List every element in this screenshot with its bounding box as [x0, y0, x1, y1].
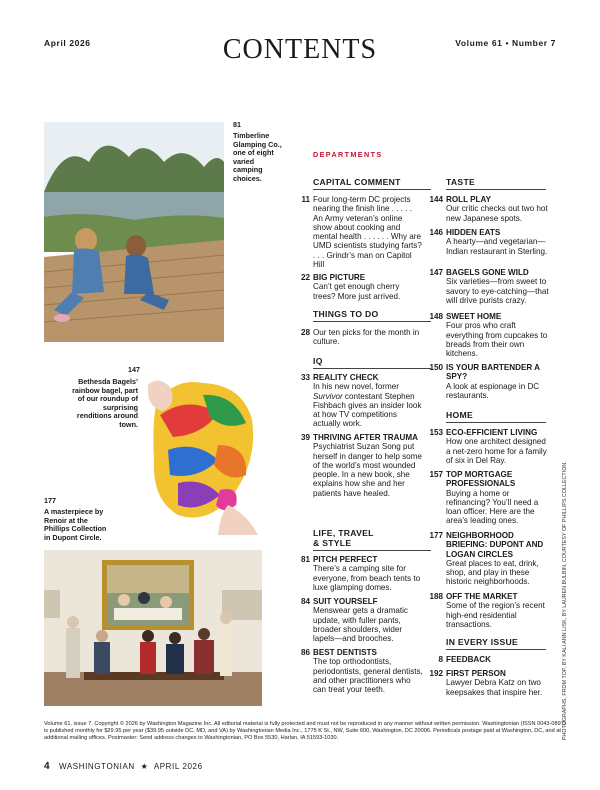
entry-description: Great places to eat, drink, shop, and play in these historic neighborhoods.	[446, 558, 539, 587]
entry-description: There’s a camping site for everyone, from beach tents to luxe glamping domes.	[313, 564, 421, 592]
toc-entry[interactable]	[300, 373, 423, 429]
entry-page: 81	[300, 555, 310, 564]
entry-description: A hearty—and vegetarian—Indian restaurant in Sterling.	[446, 237, 548, 256]
entry-text-pre: In his new novel, former	[313, 382, 399, 392]
toc-entry[interactable]	[429, 592, 550, 629]
entry-title: BIG PICTURE	[313, 273, 366, 282]
toc-entry[interactable]	[429, 428, 550, 465]
toc-entry[interactable]	[300, 328, 423, 347]
entry-title: REALITY CHECK	[313, 373, 379, 382]
section-title-line1: LIFE, TRAVEL	[313, 528, 374, 538]
entry-description: Lawyer Debra Katz on two keepsakes that inspire her.	[446, 678, 543, 697]
entry-title: TOP MORTGAGE PROFESSIONALS	[446, 470, 516, 489]
entry-title: HIDDEN EATS	[446, 228, 501, 237]
entry-description: The top orthodontists, periodontists, general dentists, and other practitioners who can treat your teeth.	[313, 657, 423, 695]
toc-entry[interactable]	[429, 363, 550, 400]
entry-page: 147	[429, 268, 443, 277]
glamping-illustration	[44, 122, 224, 342]
entry-title: BEST DENTISTS	[313, 648, 377, 657]
entry-page: 153	[429, 428, 443, 437]
entry-title: FEEDBACK	[446, 655, 491, 664]
toc-entry[interactable]	[300, 433, 423, 498]
toc-entry[interactable]	[300, 273, 423, 301]
caption-page-147: 147	[128, 365, 140, 374]
entry-title: PITCH PERFECT	[313, 555, 378, 564]
entry-title: THRIVING AFTER TRAUMA	[313, 433, 418, 442]
entry-description: Menswear gets a dramatic update, with fuller pants, broader shoulders, wider lapels—and brooches.	[313, 606, 408, 644]
entry-title: SUIT YOURSELF	[313, 597, 378, 606]
entry-description: Four pros who craft everything from cupcakes to breads from their own kitchens.	[446, 321, 548, 359]
entry-page: 11	[301, 195, 310, 204]
caption-bagel: Bethesda Bagels’ rainbow bagel, part of our roundup of surprising renditions around town.	[72, 377, 138, 429]
section-iq: IQ	[313, 356, 431, 369]
publication-name: WASHINGTONIAN	[59, 762, 135, 771]
entry-page: 86	[300, 648, 310, 657]
entry-title: IS YOUR BARTENDER A SPY?	[446, 363, 540, 382]
photo-credit-text: PHOTOGRAPHS, FROM TOP, BY KALI ANN LISK, BY LAUREN BULBIN, COURTESY OF PHILLIPS COLLECTION.	[562, 461, 568, 740]
entry-page: 144	[429, 195, 443, 204]
toc-entry[interactable]	[429, 195, 550, 223]
footer-date: APRIL 2026	[153, 762, 203, 771]
entry-page: 22	[300, 273, 310, 282]
caption-page-81: 81	[233, 120, 241, 129]
section-title-line2: & STYLE	[313, 538, 352, 548]
entry-title: FIRST PERSON	[446, 669, 506, 678]
entry-page: 192	[429, 669, 443, 678]
caption-renoir: A masterpiece by Renoir at the Phillips Collection in Dupont Circle.	[44, 507, 107, 542]
section-taste: TASTE	[446, 177, 546, 190]
entry-page: 84	[300, 597, 310, 606]
entry-page: 148	[429, 312, 443, 321]
caption-page-177: 177	[44, 496, 56, 505]
toc-entry[interactable]	[429, 470, 550, 526]
toc-entry[interactable]	[438, 655, 550, 664]
page-number: 4	[44, 761, 51, 772]
entry-page: 177	[429, 531, 443, 540]
legal-notice: Volume 61, issue 7. Copyright © 2026 by Washington Magazine Inc. All editorial material is fully protected and must not be reproduced in any manner without written permission. Washingtonian (ISSN 0043-0897) is published monthly for $29.95 per year ($39.95 outside DC, MD, and VA) by Washingtonian Media Inc., 1775 K St., NW, Suite 600, Washington, DC 20006. Periodicals postage paid at Washington, DC, and at additional mailing offices. Postmaster: Send address changes to Washingtonian, PO Box 5530, Harlan, IA 51593-1030.	[44, 721, 566, 741]
entry-description: Four long-term DC projects nearing the finish line . . . . . An Army veteran’s online show about cooking and mental health . . . . . . Why are UMD scientists studying farts? . . . Grindr’s man on Capitol Hill	[313, 195, 422, 270]
rainbow-bagel-photo	[148, 365, 258, 535]
entry-title: OFF THE MARKET	[446, 592, 518, 601]
toc-entry[interactable]	[301, 195, 423, 270]
page-footer	[44, 761, 203, 772]
entry-description: Can’t get enough cherry trees? More just arrived.	[313, 282, 401, 301]
toc-entry[interactable]	[300, 597, 423, 644]
entry-description	[313, 382, 423, 428]
issue-date: April 2026	[44, 38, 91, 48]
entry-description: Our ten picks for the month in culture.	[313, 328, 420, 347]
entry-page: 157	[429, 470, 443, 479]
entry-title: SWEET HOME	[446, 312, 502, 321]
section-things-to-do: THINGS TO DO	[313, 309, 431, 322]
entry-page: 150	[429, 363, 443, 372]
entry-description: Psychiatrist Suzan Song put herself in danger to help some of the world’s most wounded people. In a new book, she explains how she and her patients have healed.	[313, 442, 422, 498]
photo-credit	[554, 461, 568, 740]
section-home: HOME	[446, 410, 546, 423]
entry-description: Six varieties—from sweet to savory to eye-catching—that will drive purists crazy.	[446, 277, 549, 305]
toc-entry[interactable]	[429, 228, 550, 256]
volume-number: Volume 61 • Number 7	[455, 38, 556, 48]
star-icon: ★	[140, 762, 149, 771]
entry-page: 39	[300, 433, 310, 442]
departments-label: DEPARTMENTS	[313, 150, 383, 159]
bagel-illustration	[148, 365, 258, 535]
toc-entry[interactable]	[300, 555, 423, 592]
page-title: CONTENTS	[222, 34, 378, 65]
entry-description: Buying a home or refinancing? You’ll need a loan officer. Here are the area’s leading ones.	[446, 488, 539, 526]
entry-text-italic: Survivor	[313, 391, 343, 401]
museum-illustration	[44, 550, 262, 706]
section-life-travel-style	[313, 528, 431, 551]
toc-entry[interactable]	[429, 268, 550, 305]
entry-description: Some of the region’s recent high-end residential transactions.	[446, 601, 545, 629]
section-in-every-issue: IN EVERY ISSUE	[446, 637, 546, 650]
entry-description: How one architect designed a net-zero home for a family of six in Del Ray.	[446, 437, 547, 465]
entry-page: 146	[429, 228, 443, 237]
entry-title: ECO-EFFICIENT LIVING	[446, 428, 538, 437]
entry-page: 28	[300, 328, 310, 337]
entry-title: NEIGHBORHOOD BRIEFING: DUPONT AND LOGAN CIRCLES	[446, 531, 544, 559]
museum-photo	[44, 550, 262, 706]
entry-description: Our critic checks out two hot new Japanese spots.	[446, 204, 548, 223]
entry-page: 188	[429, 592, 443, 601]
toc-entry[interactable]	[429, 531, 550, 587]
toc-entry[interactable]	[300, 648, 423, 695]
entry-page: 8	[438, 655, 443, 664]
entry-description: A look at espionage in DC restaurants.	[446, 381, 540, 400]
glamping-photo	[44, 122, 224, 342]
entry-title: ROLL PLAY	[446, 195, 491, 204]
toc-entry[interactable]	[429, 669, 550, 697]
toc-entry[interactable]	[429, 312, 550, 359]
entry-page: 33	[300, 373, 310, 382]
entry-title: BAGELS GONE WILD	[446, 268, 529, 277]
entry-text-post: contestant Stephen Fishbach gives an insider look at how TV competitions actually work.	[313, 391, 422, 429]
caption-glamping: Timberline Glamping Co., one of eight varied camping choices.	[233, 131, 282, 183]
section-capital-comment: CAPITAL COMMENT	[313, 177, 431, 190]
